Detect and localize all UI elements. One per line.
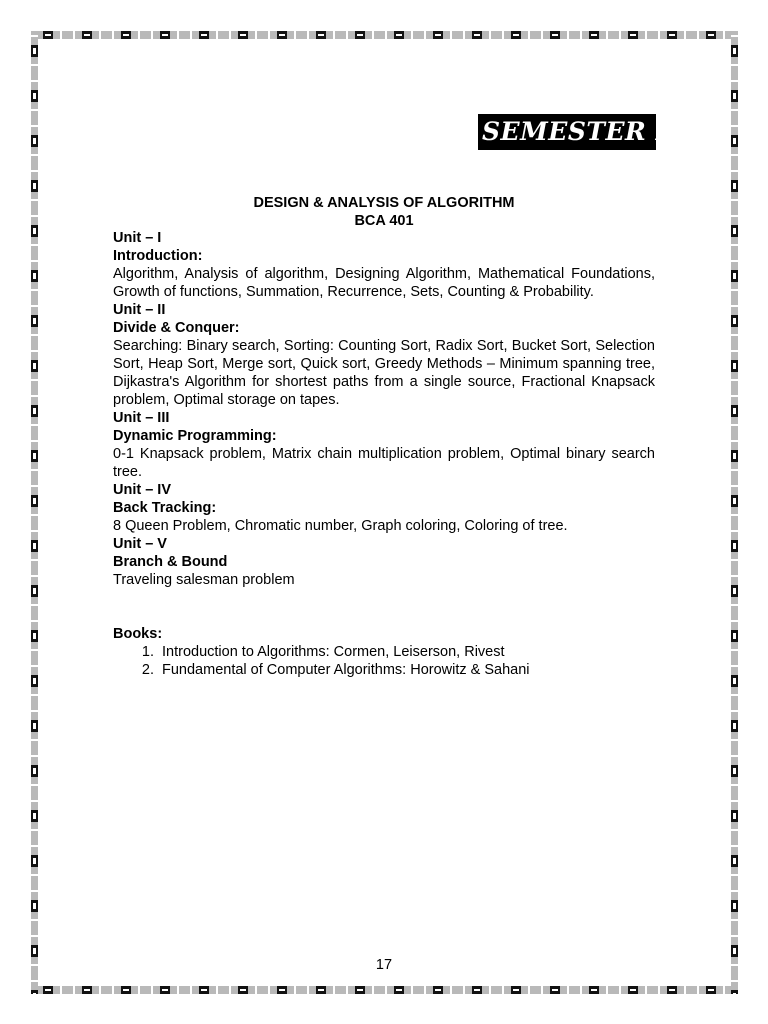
unit-heading: Dynamic Programming: (113, 428, 277, 444)
syllabus-content (113, 229, 655, 679)
books-section (113, 625, 655, 679)
section-spacer (113, 589, 655, 625)
book-item: 1. Introduction to Algorithms: Cormen, Leiserson, Rivest (158, 643, 655, 661)
page-border-bottom (31, 986, 738, 994)
unit-1 (113, 229, 655, 301)
unit-body: 8 Queen Problem, Chromatic number, Graph coloring, Coloring of tree. (113, 518, 568, 534)
course-title: DESIGN & ANALYSIS OF ALGORITHM (253, 195, 515, 211)
unit-label: Unit – V (113, 536, 167, 552)
books-heading: Books: (113, 626, 163, 642)
unit-heading: Branch & Bound (113, 554, 228, 570)
page-border-right (731, 31, 738, 994)
unit-4 (113, 481, 655, 535)
semester-banner (478, 114, 688, 150)
unit-heading: Back Tracking: (113, 500, 217, 516)
page-border-left (31, 31, 38, 994)
semester-label: SEMESTER IV (482, 117, 688, 146)
course-code: BCA 401 (354, 213, 414, 229)
unit-3 (113, 409, 655, 481)
unit-label: Unit – IV (113, 482, 172, 498)
unit-body: 0-1 Knapsack problem, Matrix chain multiplication problem, Optimal binary search tree. (113, 446, 655, 480)
unit-5 (113, 535, 655, 589)
unit-heading: Introduction: (113, 248, 203, 264)
unit-label: Unit – II (113, 302, 166, 318)
unit-label: Unit – III (113, 410, 170, 426)
books-list (113, 643, 655, 679)
book-item: 2. Fundamental of Computer Algorithms: Horowitz & Sahani (158, 661, 655, 679)
unit-body: Algorithm, Analysis of algorithm, Designing Algorithm, Mathematical Foundations, Growth of functions, Summation, Recurrence, Sets, Counting & Probability. (113, 266, 655, 300)
unit-body: Traveling salesman problem (113, 572, 295, 588)
page-number: 17 (375, 957, 393, 973)
page-border-top (31, 31, 738, 39)
unit-heading: Divide & Conquer: (113, 320, 240, 336)
unit-body: Searching: Binary search, Sorting: Counting Sort, Radix Sort, Bucket Sort, Selection Sort, Heap Sort, Merge sort, Quick sort, Greedy Methods – Minimum spanning tree, Dijkastra's Algorithm for shortest paths from a single source, Fractional Knapsack problem, Optimal storage on tapes. (113, 338, 655, 408)
unit-2 (113, 301, 655, 409)
unit-label: Unit – I (113, 230, 162, 246)
